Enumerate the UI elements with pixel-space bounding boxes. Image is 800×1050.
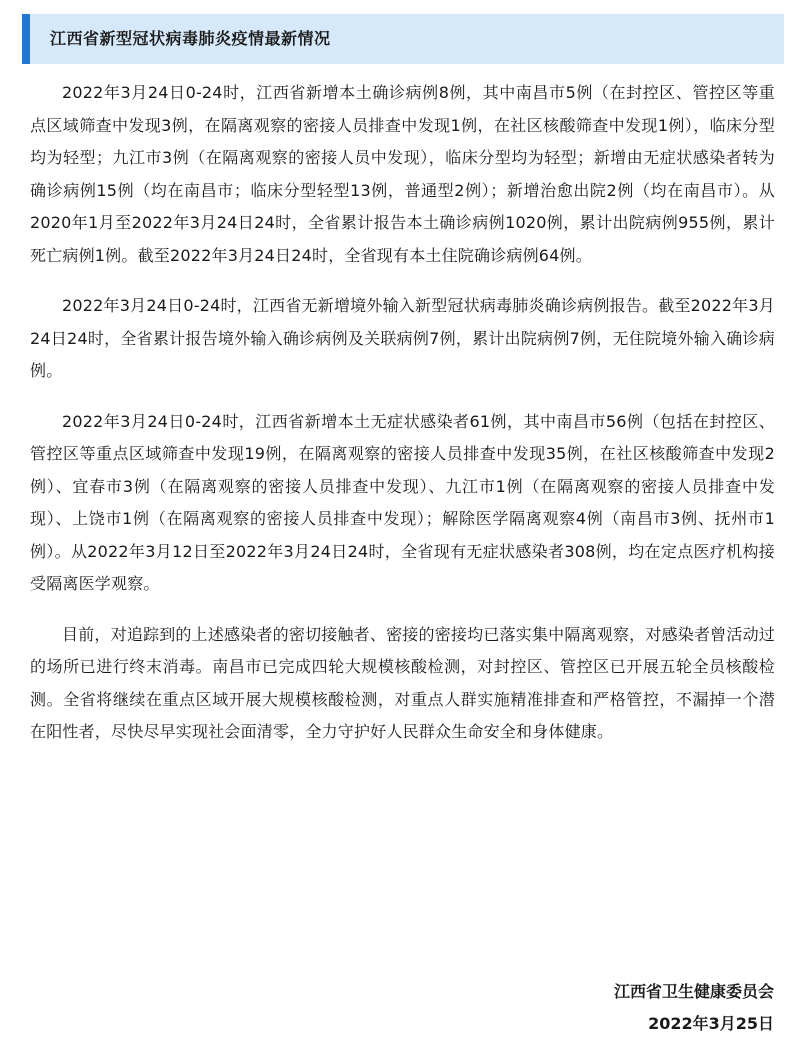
paragraph-measures: 目前，对追踪到的上述感染者的密切接触者、密接的密接均已落实集中隔离观察，对感染者曾活动过的场所已进行终末消毒。南昌市已完成四轮大规模核酸检测，对封控区、管控区已开展五轮全员核酸检测。全省将继续在重点区域开展大规模核酸检测，对重点人群实施精准排查和严格管控，不漏掉一个潜在阳性者，尽快尽早实现社会面清零，全力守护好人民群众生命安全和身体健康。 — [30, 624, 775, 741]
signature-organization: 江西省卫生健康委员会 — [613, 982, 774, 1001]
paragraph-imported-cases: 2022年3月24日0-24时，江西省无新增境外输入新型冠状病毒肺炎确诊病例报告。截至2022年3月24日24时，全省累计报告境外输入确诊病例及关联病例7例，累计出院病例7例，无住院境外输入确诊病例。 — [30, 296, 775, 380]
article-body — [30, 77, 775, 767]
signature-date: 2022年3月25日 — [648, 1014, 774, 1033]
signature-block — [614, 976, 774, 1040]
header-bar — [22, 14, 784, 64]
paragraph-asymptomatic: 2022年3月24日0-24时，江西省新增本土无症状感染者61例，其中南昌市56例（包括在封控区、管控区等重点区域筛查中发现19例，在隔离观察的密接人员排查中发现35例，在社区核酸筛查中发现2例）、宜春市3例（在隔离观察的密接人员排查中发现）、九江市1例（在隔离观察的密接人员排查中发现）、上饶市1例（在隔离观察的密接人员排查中发现）；解除医学隔离观察4例（南昌市3例、抚州市1例）。从2022年3月12日至2022年3月24日24时，全省现有无症状感染者308例，均在定点医疗机构接受隔离医学观察。 — [30, 411, 775, 593]
page-title: 江西省新型冠状病毒肺炎疫情最新情况 — [50, 29, 331, 48]
paragraph-confirmed-local: 2022年3月24日0-24时，江西省新增本土确诊病例8例，其中南昌市5例（在封控区、管控区等重点区域筛查中发现3例，在隔离观察的密接人员排查中发现1例，在社区核酸筛查中发现1例），临床分型均为轻型；九江市3例（在隔离观察的密接人员中发现），临床分型均为轻型；新增由无症状感染者转为确诊病例15例（均在南昌市；临床分型轻型13例，普通型2例）；新增治愈出院2例（均在南昌市）。从2020年1月至2022年3月24日24时，全省累计报告本土确诊病例1020例，累计出院病例955例，累计死亡病例1例。截至2022年3月24日24时，全省现有本土住院确诊病例64例。 — [30, 83, 775, 265]
